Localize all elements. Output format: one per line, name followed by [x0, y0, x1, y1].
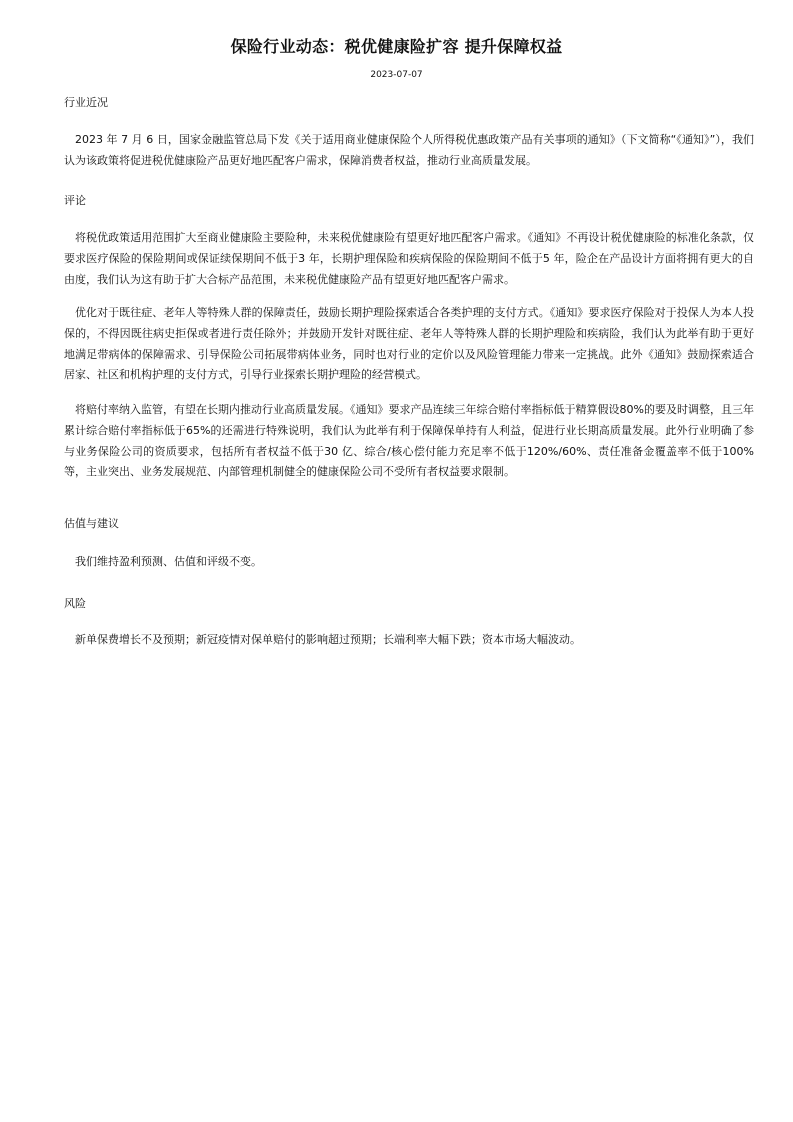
paragraph-overview: 2023 年 7 月 6 日，国家金融监管总局下发《关于适用商业健康保险个人所得税优惠政策产品有关事项的通知》（下文简称“《通知》”），我们认为该政策将促进税优健康险产品更好地匹配客户需求，保障消费者权益，推动行业高质量发展。 [64, 133, 754, 167]
paragraph-valuation: 我们维持盈利预测、估值和评级不变。 [75, 555, 262, 568]
paragraph-comment-1: 将税优政策适用范围扩大至商业健康险主要险种，未来税优健康险有望更好地匹配客户需求。《通知》不再设计税优健康险的标准化条款，仅要求医疗保险的保险期间或保证续保期间不低于3 年，长期护理保险和疾病保险的保险期间不低于5 年，险企在产品设计方面将拥有更大的自由度，我们认为这有助于扩大合标产品范围，未来税优健康险产品有望更好地匹配客户需求。 [64, 231, 754, 286]
section-heading-valuation: 估值与建议 [64, 517, 119, 530]
section-heading-comment: 评论 [64, 194, 86, 207]
section-heading-risk: 风险 [64, 597, 86, 610]
document-date: 2023-07-07 [370, 70, 423, 80]
paragraph-comment-3: 将赔付率纳入监管，有望在长期内推动行业高质量发展。《通知》要求产品连续三年综合赔付率指标低于精算假设80%的要及时调整，且三年累计综合赔付率指标低于65%的还需进行特殊说明，我们认为此举有利于保障保单持有人利益，促进行业长期高质量发展。此外行业明确了参与业务保险公司的资质要求，包括所有者权益不低于30 亿、综合/核心偿付能力充足率不低于120%/60%、责任准备金覆盖率不低于100%等，主业突出、业务发展规范、内部管理机制健全的健康保险公司不受所有者权益要求限制。 [64, 403, 754, 479]
document-title: 保险行业动态：税优健康险扩容 提升保障权益 [230, 37, 563, 56]
paragraph-comment-2: 优化对于既往症、老年人等特殊人群的保障责任，鼓励长期护理险探索适合各类护理的支付方式。《通知》要求医疗保险对于投保人为本人投保的，不得因既往病史拒保或者进行责任除外；并鼓励开发针对既往症、老年人等特殊人群的长期护理险和疾病险，我们认为此举有助于更好地满足带病体的保障需求、引导保险公司拓展带病体业务，同时也对行业的定价以及风险管理能力带来一定挑战。此外《通知》鼓励探索适合居家、社区和机构护理的支付方式，引导行业探索长期护理险的经营模式。 [64, 306, 754, 382]
section-heading-overview: 行业近况 [64, 96, 108, 109]
paragraph-risk: 新单保费增长不及预期；新冠疫情对保单赔付的影响超过预期；长端利率大幅下跌；资本市场大幅波动。 [75, 633, 581, 646]
